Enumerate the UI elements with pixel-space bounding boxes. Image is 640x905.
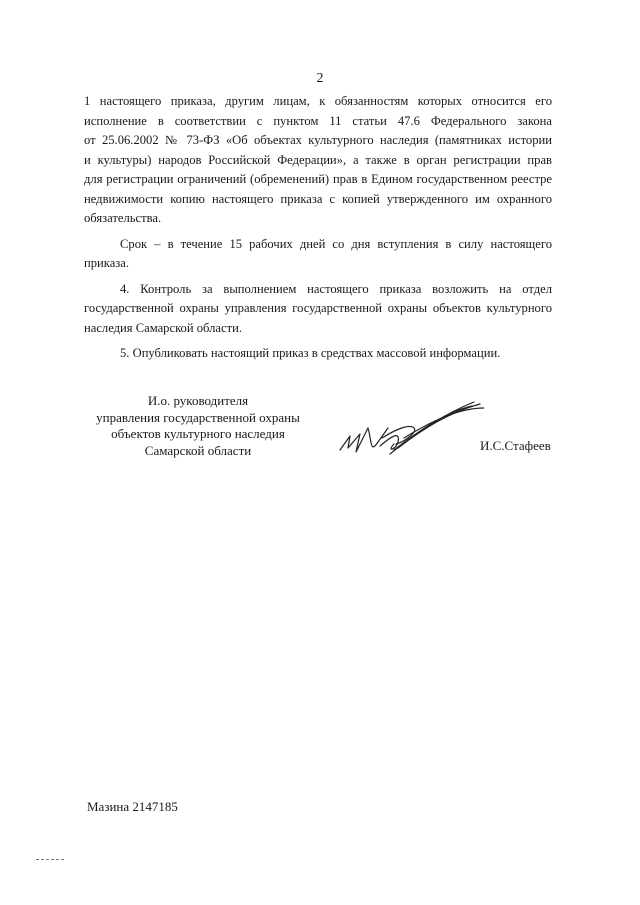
deadline-line: приказа. xyxy=(84,256,130,270)
signatory-title-line: объектов культурного наследия xyxy=(111,426,285,441)
footer-mark xyxy=(36,859,64,863)
item-4-line: государственной охраны управления государственной охраны объектов культурного xyxy=(84,301,552,315)
paragraph-line: обязательства. xyxy=(84,211,162,225)
item-4-line: 4. Контроль за выполнением настоящего приказа возложить на отдел xyxy=(120,281,552,296)
paragraph-line: 1 настоящего приказа, другим лицам, к обязанностям которых относится его xyxy=(84,94,552,108)
item-4-line: наследия Самарской области. xyxy=(84,320,242,335)
item-5-line: 5. Опубликовать настоящий приказ в средствах массовой информации. xyxy=(120,346,501,360)
paragraph-line: и культуры) народов Российской Федерации», а также в орган регистрации прав xyxy=(84,152,552,167)
paragraph-line: недвижимости копию настоящего приказа с копией утвержденного им охранного xyxy=(84,191,552,206)
paragraph-line: исполнение в соответствии с пунктом 11 статьи 47.6 Федерального закона xyxy=(84,113,552,128)
signer-name: И.С.Стафеев xyxy=(480,438,551,453)
paragraph-line: от 25.06.2002 № 73-ФЗ «Об объектах культурного наследия (памятниках истории xyxy=(84,133,552,147)
paragraph-line: для регистрации ограничений (обременений) прав в Едином государственном реестре xyxy=(84,172,552,186)
deadline-line: Срок – в течение 15 рабочих дней со дня вступления в силу настоящего xyxy=(120,236,552,251)
signatory-title-line: управления государственной охраны xyxy=(96,409,300,425)
document-body xyxy=(84,92,552,364)
signatory-title-line: Самарской области xyxy=(144,442,252,458)
executor-note: Мазина 2147185 xyxy=(87,799,178,814)
signatory-title-line: И.о. руководителя xyxy=(147,393,249,408)
page-number: 2 xyxy=(316,71,324,86)
handwritten-signature xyxy=(334,398,484,460)
signatory-title xyxy=(86,393,310,459)
